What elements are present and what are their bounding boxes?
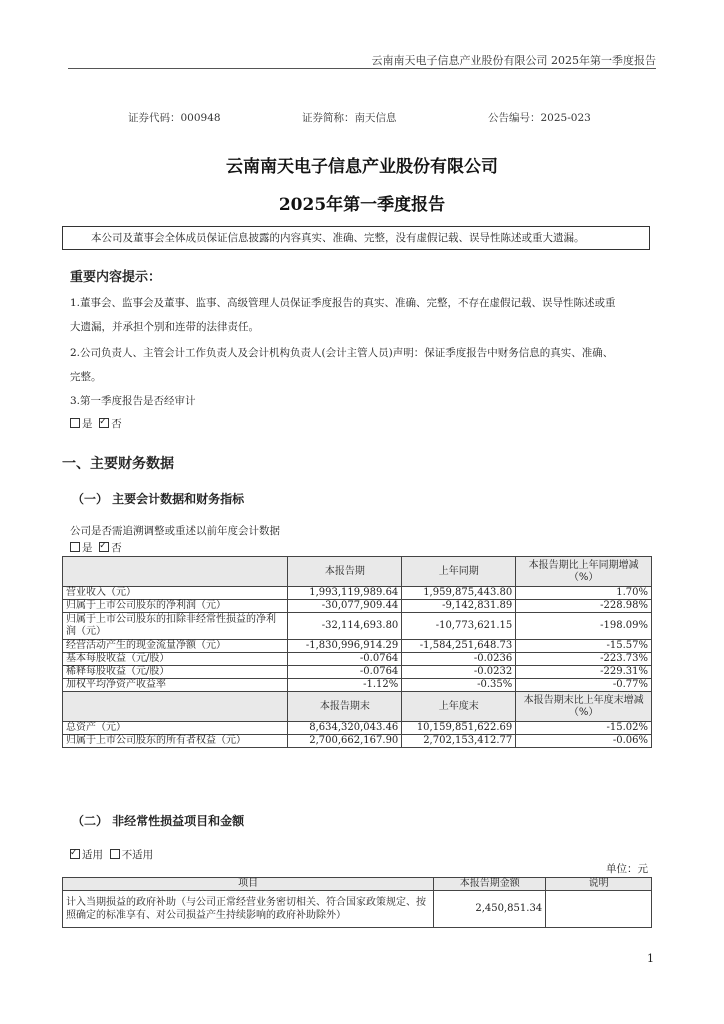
value-cell: -30,077,909.44 bbox=[288, 600, 402, 613]
section-1-subheading: （一） 主要会计数据和财务指标 bbox=[72, 492, 245, 506]
restate-yes-checkbox[interactable] bbox=[70, 542, 80, 552]
section-1-heading: 一、主要财务数据 bbox=[62, 456, 174, 472]
restate-options: 是 ✓ 否 bbox=[70, 541, 122, 556]
note-cell bbox=[546, 891, 652, 928]
running-header: 云南南天电子信息产业股份有限公司 2025年第一季度报告 bbox=[371, 54, 656, 67]
table-row bbox=[63, 735, 652, 748]
value-cell: 2,450,851.34 bbox=[434, 891, 546, 928]
financial-data-table bbox=[62, 556, 652, 748]
table-row bbox=[63, 587, 652, 600]
header-cell bbox=[63, 557, 288, 587]
announcement-number: 公告编号：2025-023 bbox=[488, 112, 591, 124]
row-label: 归属于上市公司股东的所有者权益（元） bbox=[63, 735, 288, 748]
table-row bbox=[63, 600, 652, 613]
row-label: 总资产（元） bbox=[63, 722, 288, 735]
value-cell: 10,159,851,622.69 bbox=[402, 722, 516, 735]
header-rule bbox=[68, 68, 656, 69]
row-label: 经营活动产生的现金流量净额（元） bbox=[63, 640, 288, 653]
value-cell: -228.98% bbox=[516, 600, 652, 613]
table-row bbox=[63, 666, 652, 679]
table-header-row bbox=[63, 692, 652, 722]
audit-options: 是 ✓ 否 bbox=[70, 417, 122, 432]
non-recurring-table bbox=[62, 877, 652, 928]
table-row bbox=[63, 891, 652, 928]
important-item-2-line-2: 完整。 bbox=[70, 371, 102, 383]
value-cell: -223.73% bbox=[516, 653, 652, 666]
value-cell: -1.12% bbox=[288, 679, 402, 692]
value-cell: 1,959,875,443.80 bbox=[402, 587, 516, 600]
value-cell: -0.77% bbox=[516, 679, 652, 692]
page-number: 1 bbox=[647, 952, 654, 965]
header-cell bbox=[63, 692, 288, 722]
value-cell: 1.70% bbox=[516, 587, 652, 600]
value-cell: 2,700,662,167.90 bbox=[288, 735, 402, 748]
value-cell: -10,773,621.15 bbox=[402, 613, 516, 640]
company-title: 云南南天电子信息产业股份有限公司 bbox=[226, 157, 498, 177]
important-item-3: 3.第一季度报告是否经审计 bbox=[70, 395, 196, 407]
row-label: 计入当期损益的政府补助（与公司正常经营业务密切相关、符合国家政策规定、按照确定的标准享有、对公司损益产生持续影响的政府补助除外） bbox=[63, 891, 434, 928]
important-item-1-line-2: 大遗漏，并承担个别和连带的法律责任。 bbox=[70, 321, 259, 333]
stock-abbreviation: 证券简称：南天信息 bbox=[302, 112, 397, 124]
unit-label: 单位：元 bbox=[606, 863, 648, 875]
value-cell: -0.06% bbox=[516, 735, 652, 748]
important-item-1-line-1: 1.董事会、监事会及董事、监事、高级管理人员保证季度报告的真实、准确、完整，不存在虚假记载、误导性陈述或重 bbox=[70, 297, 616, 309]
table-header-row bbox=[63, 557, 652, 587]
header-cell: 说明 bbox=[546, 878, 652, 891]
header-cell: 项目 bbox=[63, 878, 434, 891]
value-cell: -0.0232 bbox=[402, 666, 516, 679]
not-applicable-checkbox[interactable] bbox=[110, 849, 120, 859]
value-cell: -198.09% bbox=[516, 613, 652, 640]
stock-code: 证券代码：000948 bbox=[128, 112, 221, 124]
restate-no-checkbox[interactable] bbox=[99, 542, 109, 552]
applicable-checkbox[interactable] bbox=[70, 849, 80, 859]
value-cell: -0.0764 bbox=[288, 653, 402, 666]
important-item-2-line-1: 2.公司负责人、主管会计工作负责人及会计机构负责人(会计主管人员)声明：保证季度报告中财务信息的真实、准确、 bbox=[70, 347, 614, 359]
audit-no-checkbox[interactable] bbox=[99, 418, 109, 428]
value-cell: -0.35% bbox=[402, 679, 516, 692]
header-cell: 本报告期比上年同期增减（%） bbox=[516, 557, 652, 587]
value-cell: -9,142,831.89 bbox=[402, 600, 516, 613]
table-row bbox=[63, 613, 652, 640]
important-heading: 重要内容提示： bbox=[70, 270, 162, 285]
applicability-options: ✓适用 不适用 bbox=[70, 848, 153, 863]
row-label: 稀释每股收益（元/股） bbox=[63, 666, 288, 679]
header-cell: 本报告期末 bbox=[288, 692, 402, 722]
value-cell: -0.0764 bbox=[288, 666, 402, 679]
audit-yes-checkbox[interactable] bbox=[70, 418, 80, 428]
disclosure-notice: 本公司及董事会全体成员保证信息披露的内容真实、准确、完整，没有虚假记载、误导性陈述或重大遗漏。 bbox=[62, 226, 650, 250]
value-cell: -229.31% bbox=[516, 666, 652, 679]
table-row bbox=[63, 722, 652, 735]
table-row bbox=[63, 653, 652, 666]
row-label: 加权平均净资产收益率 bbox=[63, 679, 288, 692]
header-cell: 上年度末 bbox=[402, 692, 516, 722]
table-header-row bbox=[63, 878, 652, 891]
value-cell: -1,830,996,914.29 bbox=[288, 640, 402, 653]
table-row bbox=[63, 640, 652, 653]
header-cell: 本报告期 bbox=[288, 557, 402, 587]
header-cell: 本报告期末比上年度末增减（%） bbox=[516, 692, 652, 722]
value-cell: -15.02% bbox=[516, 722, 652, 735]
row-label: 归属于上市公司股东的净利润（元） bbox=[63, 600, 288, 613]
section-2-subheading: （二） 非经常性损益项目和金额 bbox=[72, 814, 245, 828]
value-cell: -1,584,251,648.73 bbox=[402, 640, 516, 653]
value-cell: 8,634,320,043.46 bbox=[288, 722, 402, 735]
value-cell: -0.0236 bbox=[402, 653, 516, 666]
value-cell: 2,702,153,412.77 bbox=[402, 735, 516, 748]
value-cell: 1,993,119,989.64 bbox=[288, 587, 402, 600]
table-row bbox=[63, 679, 652, 692]
report-title: 2025年第一季度报告 bbox=[278, 195, 446, 215]
header-cell: 上年同期 bbox=[402, 557, 516, 587]
restate-question: 公司是否需追溯调整或重述以前年度会计数据 bbox=[70, 525, 280, 537]
row-label: 基本每股收益（元/股） bbox=[63, 653, 288, 666]
header-cell: 本报告期金额 bbox=[434, 878, 546, 891]
value-cell: -15.57% bbox=[516, 640, 652, 653]
value-cell: -32,114,693.80 bbox=[288, 613, 402, 640]
row-label: 营业收入（元） bbox=[63, 587, 288, 600]
row-label: 归属于上市公司股东的扣除非经常性损益的净利润（元） bbox=[63, 613, 288, 640]
